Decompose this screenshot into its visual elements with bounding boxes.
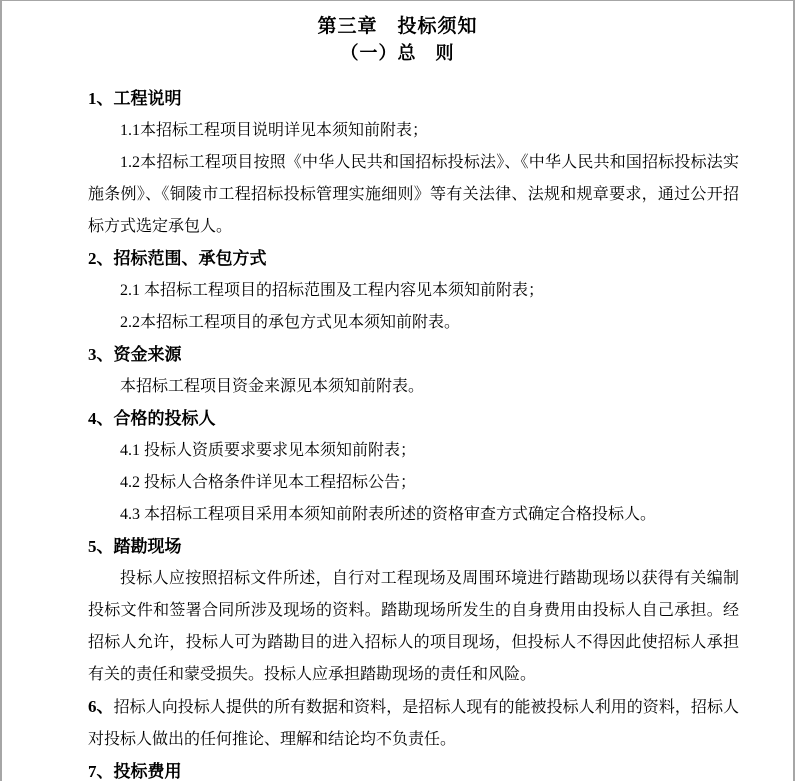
paragraph-5-1: 投标人应按照招标文件所述，自行对工程现场及周围环境进行踏勘现场以获得有关编制投标文件和签署合同所涉及现场的资料。踏勘现场所发生的自身费用由投标人自己承担。经招标人允许，投标人可为踏勘目的进入招标人的项目现场，但投标人不得因此使招标人承担有关的责任和蒙受损失。投标人应承担踏勘现场的责任和风险。 <box>88 570 739 683</box>
paragraph-1-1: 1.1本招标工程项目说明详见本须知前附表； <box>120 122 429 139</box>
section-heading-2: 2、招标范围、承包方式 <box>88 249 267 268</box>
paragraph-6 <box>88 691 739 756</box>
document-body <box>88 83 739 781</box>
paragraph-4-1: 4.1 投标人资质要求要求见本须知前附表； <box>120 442 417 459</box>
paragraph-2-1: 2.1 本招标工程项目的招标范围及工程内容见本须知前附表； <box>120 282 545 299</box>
paragraph-6-text: 招标人向投标人提供的所有数据和资料，是招标人现有的能被投标人利用的资料，招标人对投标人做出的任何推论、理解和结论均不负责任。 <box>88 699 739 748</box>
section-heading-1: 1、工程说明 <box>88 89 182 108</box>
section-heading-7: 7、投标费用 <box>88 762 182 781</box>
paragraph-2-2: 2.2本招标工程项目的承包方式见本须知前附表。 <box>120 314 461 331</box>
section-heading-4: 4、合格的投标人 <box>88 409 216 428</box>
section-heading-3: 3、资金来源 <box>88 345 182 364</box>
part-title: （一）总 则 <box>340 43 455 63</box>
paragraph-1-2: 1.2本招标工程项目按照《中华人民共和国招标投标法》、《中华人民共和国招标投标法实施条例》、《铜陵市工程招标投标管理实施细则》等有关法律、法规和规章要求，通过公开招标方式选定承包人。 <box>88 154 739 235</box>
chapter-title: 第三章 投标须知 <box>317 16 478 37</box>
paragraph-4-2: 4.2 投标人合格条件详见本工程招标公告； <box>120 474 417 491</box>
paragraph-3-1: 本招标工程项目资金来源见本须知前附表。 <box>120 378 425 395</box>
paragraph-4-3: 4.3 本招标工程项目采用本须知前附表所述的资格审查方式确定合格投标人。 <box>120 506 657 523</box>
section-heading-5: 5、踏勘现场 <box>88 537 182 556</box>
section-lead-6: 6、 <box>88 697 114 716</box>
